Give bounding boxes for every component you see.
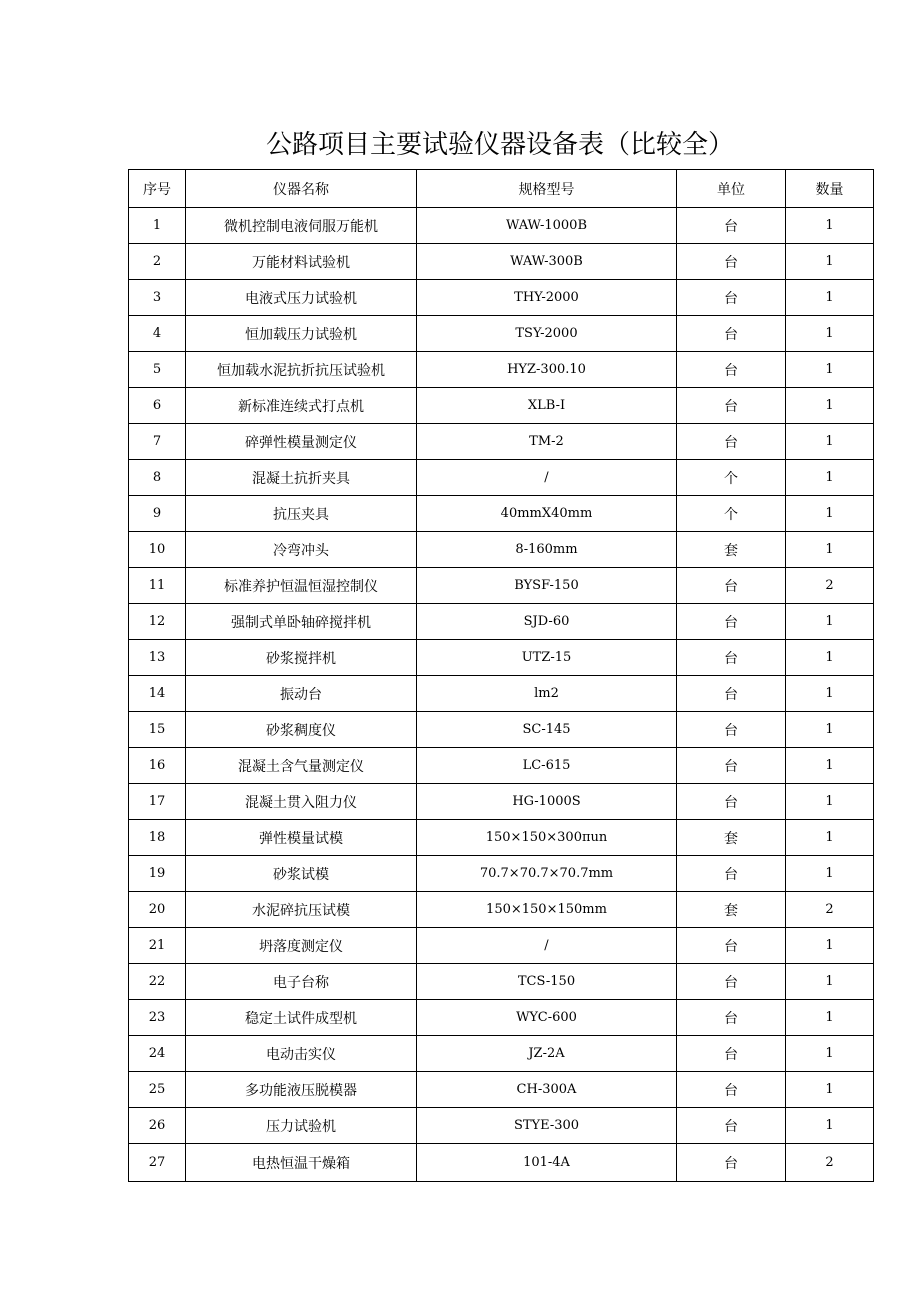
row-unit: 台: [677, 1072, 786, 1108]
row-qty: 1: [786, 280, 874, 316]
row-no: 8: [129, 460, 186, 496]
row-qty: 1: [786, 1072, 874, 1108]
row-name: 标准养护恒温恒湿控制仪: [186, 568, 417, 604]
row-unit: 台: [677, 856, 786, 892]
table-body: [129, 208, 874, 1182]
row-no: 4: [129, 316, 186, 352]
row-no: 17: [129, 784, 186, 820]
row-qty: 1: [786, 424, 874, 460]
row-no: 5: [129, 352, 186, 388]
row-qty: 1: [786, 604, 874, 640]
row-no: 22: [129, 964, 186, 1000]
header-no: 序号: [129, 170, 186, 208]
row-name: 砂浆搅拌机: [186, 640, 417, 676]
table-row: [129, 568, 874, 604]
row-no: 27: [129, 1144, 186, 1182]
table-row: [129, 1036, 874, 1072]
row-qty: 1: [786, 748, 874, 784]
table-row: [129, 352, 874, 388]
row-no: 11: [129, 568, 186, 604]
table-row: [129, 892, 874, 928]
table-row: [129, 964, 874, 1000]
table-row: [129, 316, 874, 352]
row-unit: 台: [677, 1108, 786, 1144]
row-no: 16: [129, 748, 186, 784]
table-row: [129, 820, 874, 856]
row-name: 稳定土试件成型机: [186, 1000, 417, 1036]
row-model: 8-160mm: [417, 532, 677, 568]
row-model: TCS-150: [417, 964, 677, 1000]
row-model: WAW-300B: [417, 244, 677, 280]
row-no: 2: [129, 244, 186, 280]
table-row: [129, 712, 874, 748]
row-unit: 台: [677, 424, 786, 460]
row-qty: 1: [786, 676, 874, 712]
row-no: 6: [129, 388, 186, 424]
row-no: 21: [129, 928, 186, 964]
row-model: 101-4A: [417, 1144, 677, 1182]
row-model: 150×150×300πun: [417, 820, 677, 856]
row-qty: 1: [786, 640, 874, 676]
row-unit: 台: [677, 1036, 786, 1072]
row-model: HYZ-300.10: [417, 352, 677, 388]
row-qty: 1: [786, 460, 874, 496]
row-model: 70.7×70.7×70.7mm: [417, 856, 677, 892]
row-model: SC-145: [417, 712, 677, 748]
row-model: 40mmX40mm: [417, 496, 677, 532]
row-no: 20: [129, 892, 186, 928]
row-model: WAW-1000B: [417, 208, 677, 244]
row-no: 26: [129, 1108, 186, 1144]
table-row: [129, 928, 874, 964]
row-unit: 套: [677, 892, 786, 928]
row-name: 冷弯冲头: [186, 532, 417, 568]
row-no: 25: [129, 1072, 186, 1108]
row-qty: 1: [786, 1036, 874, 1072]
row-name: 电液式压力试验机: [186, 280, 417, 316]
table-row: [129, 388, 874, 424]
row-no: 9: [129, 496, 186, 532]
row-unit: 台: [677, 784, 786, 820]
row-unit: 台: [677, 712, 786, 748]
row-unit: 台: [677, 928, 786, 964]
row-model: /: [417, 460, 677, 496]
header-name: 仪器名称: [186, 170, 417, 208]
row-no: 13: [129, 640, 186, 676]
row-unit: 台: [677, 244, 786, 280]
row-name: 砂浆试模: [186, 856, 417, 892]
row-model: THY-2000: [417, 280, 677, 316]
row-model: JZ-2A: [417, 1036, 677, 1072]
page-title: 公路项目主要试验仪器设备表（比较全）: [265, 130, 734, 160]
row-qty: 2: [786, 892, 874, 928]
row-unit: 台: [677, 388, 786, 424]
row-model: SJD-60: [417, 604, 677, 640]
row-qty: 1: [786, 1000, 874, 1036]
row-unit: 台: [677, 316, 786, 352]
row-unit: 个: [677, 496, 786, 532]
row-model: /: [417, 928, 677, 964]
row-qty: 1: [786, 388, 874, 424]
row-name: 碎弹性模量测定仪: [186, 424, 417, 460]
row-name: 恒加载压力试验机: [186, 316, 417, 352]
row-qty: 2: [786, 1144, 874, 1182]
row-unit: 台: [677, 352, 786, 388]
row-model: lm2: [417, 676, 677, 712]
row-qty: 1: [786, 352, 874, 388]
row-no: 18: [129, 820, 186, 856]
row-model: HG-1000S: [417, 784, 677, 820]
table-row: [129, 244, 874, 280]
table-row: [129, 784, 874, 820]
row-unit: 套: [677, 820, 786, 856]
row-name: 电动击实仪: [186, 1036, 417, 1072]
row-qty: 1: [786, 208, 874, 244]
row-model: WYC-600: [417, 1000, 677, 1036]
row-qty: 1: [786, 496, 874, 532]
row-unit: 个: [677, 460, 786, 496]
row-name: 混凝土抗折夹具: [186, 460, 417, 496]
table-row: [129, 280, 874, 316]
row-unit: 台: [677, 640, 786, 676]
row-no: 1: [129, 208, 186, 244]
row-qty: 1: [786, 316, 874, 352]
table-row: [129, 1144, 874, 1182]
row-qty: 1: [786, 784, 874, 820]
row-no: 3: [129, 280, 186, 316]
row-model: STYE-300: [417, 1108, 677, 1144]
row-unit: 台: [677, 676, 786, 712]
row-name: 电热恒温干燥箱: [186, 1144, 417, 1182]
row-qty: 1: [786, 856, 874, 892]
equipment-table: [128, 169, 874, 1182]
table-row: [129, 856, 874, 892]
row-unit: 套: [677, 532, 786, 568]
row-name: 恒加载水泥抗折抗压试验机: [186, 352, 417, 388]
row-no: 24: [129, 1036, 186, 1072]
row-name: 弹性模量试模: [186, 820, 417, 856]
row-model: LC-615: [417, 748, 677, 784]
row-qty: 1: [786, 1108, 874, 1144]
row-name: 砂浆稠度仪: [186, 712, 417, 748]
table-row: [129, 748, 874, 784]
row-unit: 台: [677, 568, 786, 604]
row-name: 抗压夹具: [186, 496, 417, 532]
row-name: 混凝土贯入阻力仪: [186, 784, 417, 820]
row-model: UTZ-15: [417, 640, 677, 676]
table-row: [129, 460, 874, 496]
row-qty: 1: [786, 532, 874, 568]
table-row: [129, 676, 874, 712]
row-unit: 台: [677, 604, 786, 640]
table-row: [129, 424, 874, 460]
row-name: 电子台称: [186, 964, 417, 1000]
header-qty: 数量: [786, 170, 874, 208]
row-no: 7: [129, 424, 186, 460]
row-unit: 台: [677, 208, 786, 244]
row-name: 压力试验机: [186, 1108, 417, 1144]
row-qty: 1: [786, 244, 874, 280]
row-qty: 1: [786, 928, 874, 964]
row-unit: 台: [677, 1144, 786, 1182]
page-title-wrap: [0, 126, 920, 164]
row-no: 10: [129, 532, 186, 568]
row-name: 强制式单卧轴碎搅拌机: [186, 604, 417, 640]
table-row: [129, 1072, 874, 1108]
table-row: [129, 640, 874, 676]
table-header-row: [129, 170, 874, 208]
row-model: BYSF-150: [417, 568, 677, 604]
table-row: [129, 532, 874, 568]
row-name: 多功能液压脱模器: [186, 1072, 417, 1108]
row-unit: 台: [677, 1000, 786, 1036]
row-no: 15: [129, 712, 186, 748]
row-model: TM-2: [417, 424, 677, 460]
row-no: 19: [129, 856, 186, 892]
header-model: 规格型号: [417, 170, 677, 208]
row-name: 振动台: [186, 676, 417, 712]
table-row: [129, 604, 874, 640]
row-name: 坍落度测定仪: [186, 928, 417, 964]
row-model: XLB-I: [417, 388, 677, 424]
row-name: 微机控制电液伺服万能机: [186, 208, 417, 244]
row-model: CH-300A: [417, 1072, 677, 1108]
row-name: 新标准连续式打点机: [186, 388, 417, 424]
header-unit: 单位: [677, 170, 786, 208]
row-model: TSY-2000: [417, 316, 677, 352]
row-name: 混凝土含气量测定仪: [186, 748, 417, 784]
row-qty: 1: [786, 964, 874, 1000]
row-name: 水泥碎抗压试模: [186, 892, 417, 928]
row-qty: 1: [786, 712, 874, 748]
table-row: [129, 496, 874, 532]
row-unit: 台: [677, 964, 786, 1000]
row-model: 150×150×150mm: [417, 892, 677, 928]
table-row: [129, 208, 874, 244]
table-row: [129, 1108, 874, 1144]
row-name: 万能材料试验机: [186, 244, 417, 280]
row-unit: 台: [677, 748, 786, 784]
row-qty: 2: [786, 568, 874, 604]
row-unit: 台: [677, 280, 786, 316]
row-no: 12: [129, 604, 186, 640]
row-qty: 1: [786, 820, 874, 856]
row-no: 23: [129, 1000, 186, 1036]
table-row: [129, 1000, 874, 1036]
row-no: 14: [129, 676, 186, 712]
